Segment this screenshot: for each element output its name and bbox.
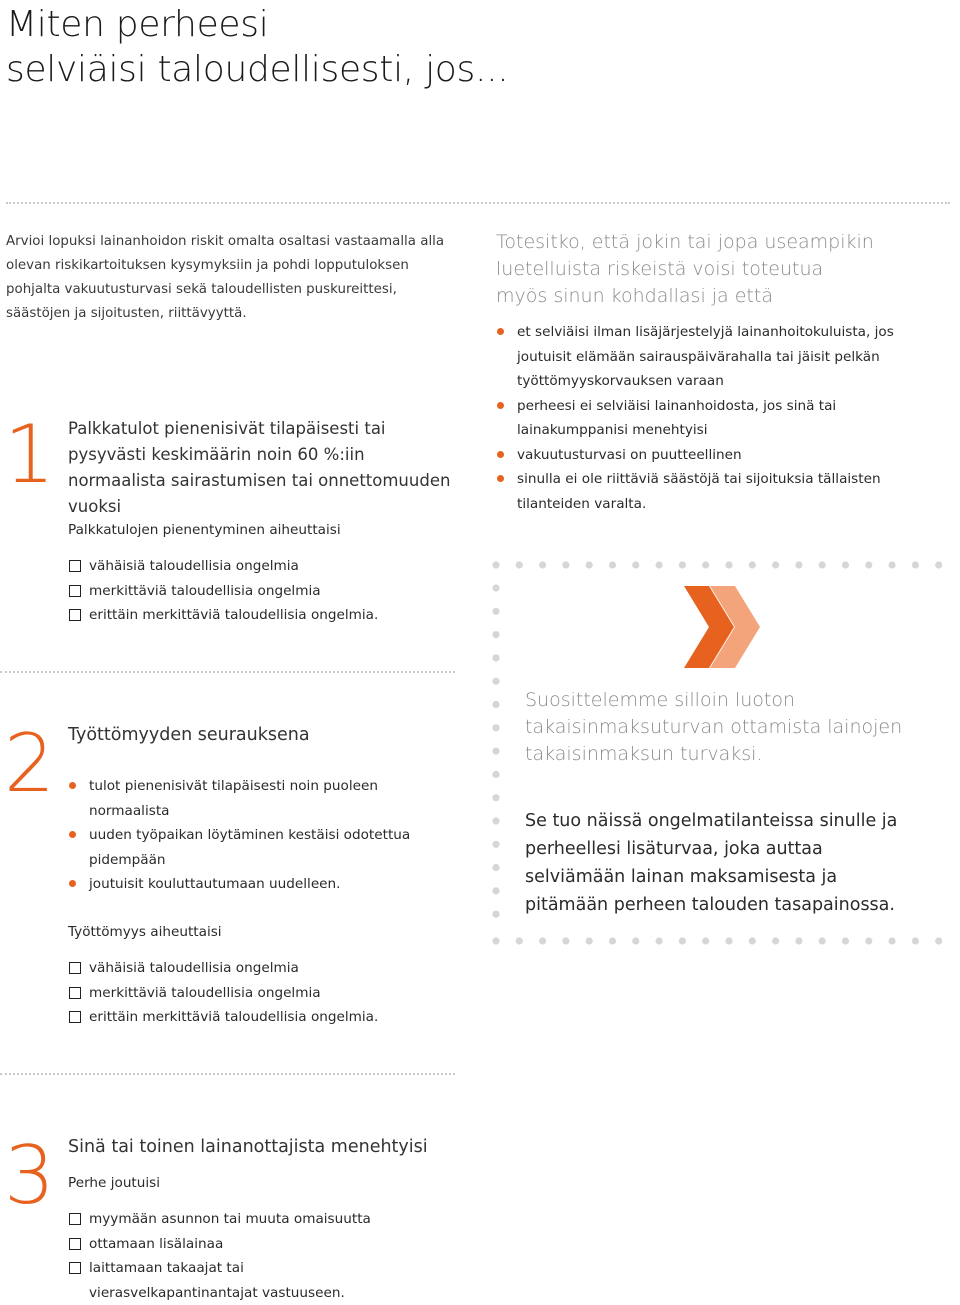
decorative-dot xyxy=(702,561,709,568)
risk-bullets xyxy=(496,320,946,516)
section2-lead: Työttömyys aiheuttaisi xyxy=(68,924,222,940)
section3-number: 3 xyxy=(4,1129,55,1222)
decorative-dot xyxy=(492,561,499,568)
option-label: merkittäviä taloudellisia ongelmia xyxy=(89,582,321,599)
bullet-text: sinulla ei ole riittäviä säästöjä tai sijoituksia tällaisten tilanteiden varalta. xyxy=(517,471,881,512)
decorative-dot xyxy=(632,561,639,568)
option-item[interactable] xyxy=(68,1207,388,1232)
decorative-dot xyxy=(749,561,756,568)
decorative-dot xyxy=(632,937,639,944)
section2-bullets xyxy=(68,774,428,897)
decorative-dot xyxy=(935,937,942,944)
decorative-dot xyxy=(492,887,499,894)
decorative-dot xyxy=(679,561,686,568)
top-divider xyxy=(6,202,950,204)
decorative-dot xyxy=(935,561,942,568)
decorative-dot xyxy=(586,937,593,944)
option-label: erittäin merkittäviä taloudellisia ongelmia. xyxy=(89,1009,379,1025)
decorative-dot xyxy=(492,631,499,638)
section1-lead: Palkkatulojen pienentyminen aiheuttaisi xyxy=(68,522,341,538)
bullet-item xyxy=(496,320,946,394)
decorative-dot xyxy=(842,937,849,944)
section3-options xyxy=(68,1207,388,1305)
decorative-dot xyxy=(586,561,593,568)
decorative-dot xyxy=(492,678,499,685)
checkbox-icon[interactable] xyxy=(69,1213,81,1225)
decorative-dot xyxy=(702,937,709,944)
decorative-dot xyxy=(562,937,569,944)
bullet-text: tulot pienenisivät tilapäisesti noin puoleen normaalista xyxy=(89,778,378,819)
bullet-item xyxy=(68,774,428,823)
decorative-dot xyxy=(656,937,663,944)
orange-dot-icon xyxy=(497,475,504,482)
option-item[interactable] xyxy=(68,1232,388,1257)
checkbox-icon[interactable] xyxy=(69,560,81,572)
decorative-dot xyxy=(492,841,499,848)
orange-dot-icon xyxy=(497,328,504,335)
section2-heading: Työttömyyden seurauksena xyxy=(68,725,310,745)
section1-heading: Palkkatulot pienenisivät tilapäisesti tai pysyvästi keskimäärin noin 60 %:iin normaalista sairastumisen tai onnettomuuden vuoksi xyxy=(68,419,451,516)
checkbox-icon[interactable] xyxy=(69,609,81,621)
option-label: merkittäviä taloudellisia ongelmia xyxy=(89,984,321,1001)
decorative-dot xyxy=(492,794,499,801)
option-item[interactable] xyxy=(68,956,448,981)
orange-dot-icon xyxy=(69,880,76,887)
decorative-dot xyxy=(609,561,616,568)
checkbox-icon[interactable] xyxy=(69,1011,81,1023)
checkbox-icon[interactable] xyxy=(69,1262,81,1274)
decorative-dot xyxy=(492,771,499,778)
section2-number: 2 xyxy=(4,717,55,810)
decorative-dot xyxy=(772,561,779,568)
decorative-dot xyxy=(492,701,499,708)
option-label: laittamaan takaajat tai vierasvelkapantinantajat vastuuseen. xyxy=(89,1260,345,1301)
bullet-text: perheesi ei selviäisi lainanhoidosta, jos sinä tai lainakumppanisi menehtyisi xyxy=(517,397,837,438)
option-label: ottamaan lisälainaa xyxy=(89,1235,224,1252)
bullet-item xyxy=(496,394,946,443)
double-chevron-right-icon xyxy=(684,586,760,668)
decorative-dot xyxy=(725,937,732,944)
bullet-text: et selviäisi ilman lisäjärjestelyjä lainanhoitokuluista, jos joutuisit elämään sairauspäivärahalla tai jäisit pelkän työttömyyskorvauksen varaan xyxy=(517,324,894,389)
decorative-dot xyxy=(492,864,499,871)
decorative-dot xyxy=(889,561,896,568)
section-divider xyxy=(0,1073,455,1075)
decorative-dot xyxy=(539,561,546,568)
option-item[interactable] xyxy=(68,603,448,628)
decorative-dot xyxy=(492,748,499,755)
option-item[interactable] xyxy=(68,981,448,1006)
decorative-dot xyxy=(492,817,499,824)
section1-options xyxy=(68,554,448,628)
decorative-dot xyxy=(492,584,499,591)
option-label: erittäin merkittäviä taloudellisia ongelmia. xyxy=(89,607,379,623)
page-title-line2: selviäisi taloudellisesti, jos... xyxy=(6,49,509,90)
bullet-text: uuden työpaikan löytäminen kestäisi odotettua pidempään xyxy=(89,827,411,868)
decorative-dot xyxy=(725,561,732,568)
risk-question: Totesitko, että jokin tai jopa useampikin luetelluista riskeistä voisi toteutua myös sinun kohdallasi ja että xyxy=(496,231,874,307)
dot-row-top xyxy=(492,561,942,568)
decorative-dot xyxy=(562,561,569,568)
option-item[interactable] xyxy=(68,554,448,579)
orange-dot-icon xyxy=(69,782,76,789)
section2-options xyxy=(68,956,448,1030)
decorative-dot xyxy=(749,937,756,944)
decorative-dot xyxy=(912,937,919,944)
bullet-item xyxy=(68,872,428,897)
option-item[interactable] xyxy=(68,1005,448,1030)
decorative-dot xyxy=(492,724,499,731)
orange-dot-icon xyxy=(69,831,76,838)
decorative-dot xyxy=(492,654,499,661)
bullet-text: vakuutusturvasi on puutteellinen xyxy=(517,446,742,463)
option-item[interactable] xyxy=(68,1256,388,1305)
dot-row-bottom xyxy=(492,937,942,944)
decorative-dot xyxy=(865,937,872,944)
benefit-text: Se tuo näissä ongelmatilanteissa sinulle ja perheellesi lisäturvaa, joka auttaa selviämään lainan maksamisesta ja pitämään perheen talouden tasapainossa. xyxy=(525,811,898,915)
page-title-line1: Miten perheesi xyxy=(6,4,269,45)
section3-heading: Sinä tai toinen lainanottajista menehtyisi xyxy=(68,1137,428,1157)
section3-lead: Perhe joutuisi xyxy=(68,1175,161,1191)
checkbox-icon[interactable] xyxy=(69,585,81,597)
bullet-item xyxy=(496,443,946,468)
decorative-dot xyxy=(492,911,499,918)
decorative-dot xyxy=(539,937,546,944)
checkbox-icon[interactable] xyxy=(69,987,81,999)
decorative-dot xyxy=(912,561,919,568)
decorative-dot xyxy=(516,937,523,944)
decorative-dot xyxy=(842,561,849,568)
option-item[interactable] xyxy=(68,579,448,604)
decorative-dot xyxy=(679,937,686,944)
checkbox-icon[interactable] xyxy=(69,962,81,974)
decorative-dot xyxy=(819,937,826,944)
intro-paragraph: Arvioi lopuksi lainanhoidon riskit omalta osaltasi vastaamalla alla olevan riskikartoituksen kysymyksiin ja pohdi lopputuloksen pohjalta vakuutusturvasi sekä taloudellisten puskureittesi, säästöjen ja sijoitusten, riittävyyttä. xyxy=(6,234,445,321)
decorative-dot xyxy=(516,561,523,568)
dot-column-left xyxy=(492,584,499,917)
section-divider xyxy=(0,671,455,673)
orange-dot-icon xyxy=(497,402,504,409)
decorative-dot xyxy=(865,561,872,568)
bullet-text: joutuisit kouluttautumaan uudelleen. xyxy=(89,876,341,892)
decorative-dot xyxy=(492,608,499,615)
decorative-dot xyxy=(492,937,499,944)
option-label: vähäisiä taloudellisia ongelmia xyxy=(89,960,299,976)
decorative-dot xyxy=(795,937,802,944)
option-label: vähäisiä taloudellisia ongelmia xyxy=(89,558,299,574)
bullet-item xyxy=(68,823,428,872)
decorative-dot xyxy=(656,561,663,568)
checkbox-icon[interactable] xyxy=(69,1238,81,1250)
orange-dot-icon xyxy=(497,451,504,458)
decorative-dot xyxy=(889,937,896,944)
decorative-dot xyxy=(819,561,826,568)
section1-number: 1 xyxy=(4,408,55,501)
page-title xyxy=(6,2,508,92)
recommendation-text: Suosittelemme silloin luoton takaisinmaksuturvan ottamista lainojen takaisinmaksun turvaksi. xyxy=(525,689,903,765)
option-label: myymään asunnon tai muuta omaisuutta xyxy=(89,1211,371,1227)
decorative-dot xyxy=(772,937,779,944)
bullet-item xyxy=(496,467,946,516)
decorative-dot xyxy=(795,561,802,568)
decorative-dot xyxy=(609,937,616,944)
